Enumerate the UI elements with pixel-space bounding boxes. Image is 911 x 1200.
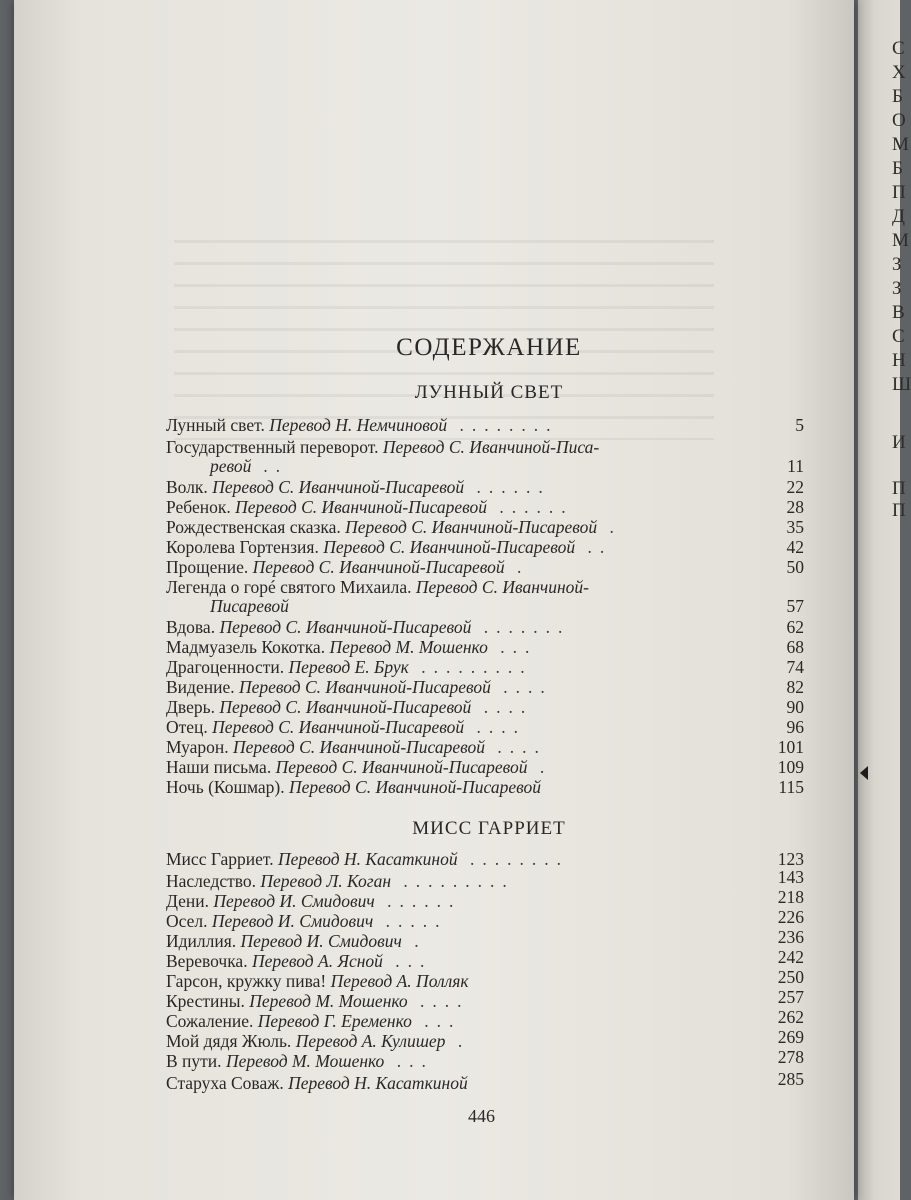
entry-page-number: 57 — [786, 596, 804, 616]
entry-page-number: 90 — [786, 697, 804, 717]
entry-page-number: 250 — [777, 967, 804, 987]
entry-page-number: 115 — [778, 777, 804, 797]
entry-translator: Перевод Г. Еременко — [257, 1011, 412, 1031]
entry-title: Вдова. — [166, 617, 216, 637]
dot-leader: .... — [484, 737, 547, 757]
adjacent-page-letter: Ш — [892, 374, 911, 395]
entry-translator: Перевод Е. Брук — [288, 657, 409, 677]
toc-entry — [166, 987, 804, 1011]
dot-leader: . — [401, 931, 427, 951]
entry-page-number: 218 — [777, 887, 804, 907]
adjacent-page-letter: П — [892, 182, 906, 203]
entry-translator: Перевод С. Иванчиной-Писаревой — [233, 737, 485, 757]
entry-translator: Перевод С. Иванчиной-Писаревой — [238, 677, 491, 697]
entry-translator: Перевод А. Полляк — [330, 971, 469, 991]
entry-translator: Перевод Н. Касаткиной — [288, 1073, 468, 1093]
adjacent-page-letter: М — [892, 134, 909, 155]
entry-page-number: 109 — [777, 757, 804, 777]
toc-entry — [166, 1069, 804, 1093]
dot-leader: ...... — [464, 477, 551, 497]
entry-translator: Перевод Л. Коган — [260, 871, 392, 891]
toc-entry — [166, 1007, 804, 1031]
entry-title: Рождественская сказка. — [166, 517, 341, 537]
entry-page-number: 42 — [786, 537, 804, 557]
adjacent-page-letter: П — [892, 478, 906, 499]
entry-page-number: 236 — [777, 927, 804, 947]
entry-translator-continuation: Писаревой — [210, 596, 289, 616]
entry-translator: Перевод И. Смидович — [213, 891, 375, 911]
entry-title: Наши письма. — [166, 757, 272, 777]
entry-title: Ночь (Кошмар). — [166, 777, 285, 797]
toc-entry — [166, 778, 804, 797]
entry-title: Мадмуазель Кокотка. — [166, 637, 326, 657]
toc-entry — [166, 618, 804, 637]
entry-title: Гарсон, кружку пива! — [166, 971, 327, 991]
entry-page-number: 257 — [777, 987, 804, 1007]
dot-leader: .... — [407, 991, 470, 1011]
dot-leader: ... — [411, 1011, 462, 1031]
entry-translator: Перевод А. Ясной — [251, 951, 383, 971]
toc-entry — [166, 638, 804, 657]
adjacent-page-letter: Д — [892, 206, 905, 227]
dot-leader: ........ — [457, 849, 569, 869]
toc-entry — [166, 1027, 804, 1051]
entry-translator: Перевод С. Иванчиной- — [415, 577, 589, 597]
entry-translator: Перевод М. Мошенко — [225, 1051, 385, 1071]
adjacent-page-letter: О — [892, 110, 906, 131]
entry-title: Мисс Гарриет. — [166, 849, 274, 869]
toc-entry — [166, 498, 804, 517]
entry-page-number: 28 — [786, 497, 804, 517]
toc-entry — [166, 850, 804, 869]
entry-title: Драгоценности. — [166, 657, 285, 677]
entry-translator: Перевод С. Иванчиной-Писаревой — [323, 537, 576, 557]
entry-translator: Перевод М. Мошенко — [329, 637, 488, 657]
entry-page-number: 101 — [777, 737, 804, 757]
entry-title: Прощение. — [166, 557, 249, 577]
toc-entry — [166, 718, 804, 737]
toc-entry — [166, 478, 804, 497]
entry-page-number: 74 — [786, 657, 804, 677]
entry-title: Отец. — [166, 717, 208, 737]
adjacent-page-letter: Н — [892, 350, 906, 371]
entry-title: Лунный свет. — [166, 415, 265, 435]
dot-leader: ..... — [373, 911, 448, 931]
entry-title: Королева Гортензия. — [166, 537, 319, 557]
page-number: 446 — [468, 1106, 495, 1126]
dot-leader: ....... — [471, 617, 571, 637]
dot-leader: ... — [382, 951, 433, 971]
entry-page-number: 62 — [786, 617, 804, 637]
entry-page-number: 35 — [786, 517, 804, 537]
entry-translator: Перевод С. Иванчиной-Писа- — [382, 437, 600, 457]
toc-entry — [166, 578, 804, 616]
entry-translator: Перевод С. Иванчиной-Писаревой — [219, 617, 472, 637]
entry-page-number: 262 — [777, 1007, 804, 1027]
adjacent-page-letter: Б — [892, 86, 903, 107]
toc-entry — [166, 518, 804, 537]
entry-page-number: 226 — [777, 907, 804, 927]
entry-title: Дени. — [166, 891, 210, 911]
entry-translator: Перевод С. Иванчиной-Писаревой — [219, 697, 472, 717]
adjacent-page-letter: Х — [892, 62, 906, 83]
adjacent-page-letter: С — [892, 326, 905, 347]
entry-title: Муарон. — [166, 737, 229, 757]
toc-entry — [166, 758, 804, 777]
toc-entry — [166, 416, 804, 435]
entry-title: Легенда о горé святого Михаила. — [166, 577, 412, 597]
entry-title: Ребенок. — [166, 497, 231, 517]
dot-leader: . — [597, 517, 622, 537]
adjacent-page-letter: В — [892, 302, 905, 323]
toc-entry — [166, 738, 804, 757]
toc-entry — [166, 947, 804, 971]
entry-page-number: 123 — [777, 849, 804, 869]
entry-title: Волк. — [166, 477, 208, 497]
dot-leader: . — [504, 557, 530, 577]
entry-page-number: 143 — [777, 867, 804, 887]
entry-title: В пути. — [166, 1051, 222, 1071]
adjacent-page-letter: З — [892, 254, 902, 275]
entry-page-number: 11 — [787, 456, 804, 476]
dot-leader: ......... — [408, 657, 533, 677]
entry-translator: Перевод С. Иванчиной-Писаревой — [252, 557, 505, 577]
toc-entry — [166, 698, 804, 717]
entry-translator: Перевод И. Смидович — [240, 931, 402, 951]
entry-page-number: 278 — [777, 1047, 804, 1067]
dot-leader: .... — [471, 697, 534, 717]
dot-leader: .. — [251, 456, 289, 476]
entry-page-number: 68 — [786, 637, 804, 657]
entry-translator: Перевод И. Смидович — [211, 911, 374, 931]
entry-translator: Перевод Н. Немчиновой — [269, 415, 448, 435]
entry-title: Старуха Соваж. — [166, 1073, 284, 1093]
entry-title: Наследство. — [166, 871, 257, 891]
toc-title: СОДЕРЖАНИЕ — [396, 334, 582, 361]
dot-leader: . — [527, 757, 553, 777]
entry-translator: Перевод С. Иванчиной-Писаревой — [345, 517, 598, 537]
adjacent-page-letter: С — [892, 38, 905, 59]
dot-leader: .... — [490, 677, 553, 697]
toc-entry — [166, 907, 804, 931]
entry-translator: Перевод С. Иванчиной-Писаревой — [212, 477, 465, 497]
entry-translator: Перевод С. Иванчиной-Писаревой — [212, 717, 465, 737]
dot-leader: ...... — [374, 891, 462, 911]
toc-entry — [166, 678, 804, 697]
entry-translator: Перевод С. Иванчиной-Писаревой — [289, 777, 541, 797]
book-page — [14, 0, 854, 1200]
dot-leader: .... — [464, 717, 526, 737]
toc-entry — [166, 438, 804, 476]
section-title-miss-garriet: МИСС ГАРРИЕТ — [412, 818, 566, 839]
entry-page-number: 269 — [777, 1027, 804, 1047]
entry-page-number: 285 — [777, 1069, 804, 1089]
entry-page-number: 22 — [786, 477, 804, 497]
entry-page-number: 96 — [786, 717, 804, 737]
entry-title: Мой дядя Жюль. — [166, 1031, 292, 1051]
entry-page-number: 5 — [795, 415, 804, 435]
entry-translator: Перевод С. Иванчиной-Писаревой — [275, 757, 528, 777]
entry-page-number: 242 — [777, 947, 804, 967]
adjacent-page-letter: Б — [892, 158, 903, 179]
adjacent-page-letter: З — [892, 278, 902, 299]
adjacent-page-letter: М — [892, 230, 909, 251]
toc-entry — [166, 967, 804, 991]
dot-leader: ...... — [487, 497, 574, 517]
adjacent-page-letter: И — [892, 432, 906, 453]
toc-entry — [166, 927, 804, 951]
entry-translator: Перевод Н. Касаткиной — [278, 849, 458, 869]
toc-entry — [166, 658, 804, 677]
entry-title: Веревочка. — [166, 951, 248, 971]
adjacent-page-letter: П — [892, 500, 906, 521]
entry-translator: Перевод М. Мошенко — [249, 991, 408, 1011]
entry-translator: Перевод А. Кулишер — [295, 1031, 446, 1051]
dot-leader: ... — [487, 637, 538, 657]
entry-title: Крестины. — [166, 991, 245, 1011]
dot-leader: . — [445, 1031, 471, 1051]
toc-entry — [166, 558, 804, 577]
entry-title: Идиллия. — [166, 931, 237, 951]
adjacent-page-edge — [858, 0, 911, 1200]
dot-leader: ......... — [391, 871, 515, 891]
entry-page-number: 82 — [786, 677, 804, 697]
dot-leader: ... — [384, 1051, 434, 1071]
entry-translator-continuation: ревой — [210, 456, 252, 476]
entry-title: Дверь. — [166, 697, 215, 717]
entry-title: Осел. — [166, 911, 208, 931]
page-marker-triangle — [860, 766, 868, 780]
entry-translator: Перевод С. Иванчиной-Писаревой — [235, 497, 488, 517]
entry-page-number: 50 — [786, 557, 804, 577]
toc-entry — [166, 867, 804, 891]
toc-entry — [166, 538, 804, 557]
toc-entry — [166, 887, 804, 911]
dot-leader: ........ — [447, 415, 559, 435]
entry-title: Сожаление. — [166, 1011, 254, 1031]
entry-title: Видение. — [166, 677, 235, 697]
toc-entry — [166, 1047, 804, 1071]
entry-title: Государственный переворот. — [166, 437, 379, 457]
section-title-lunny-svet: ЛУННЫЙ СВЕТ — [414, 382, 564, 403]
dot-leader: .. — [575, 537, 613, 557]
